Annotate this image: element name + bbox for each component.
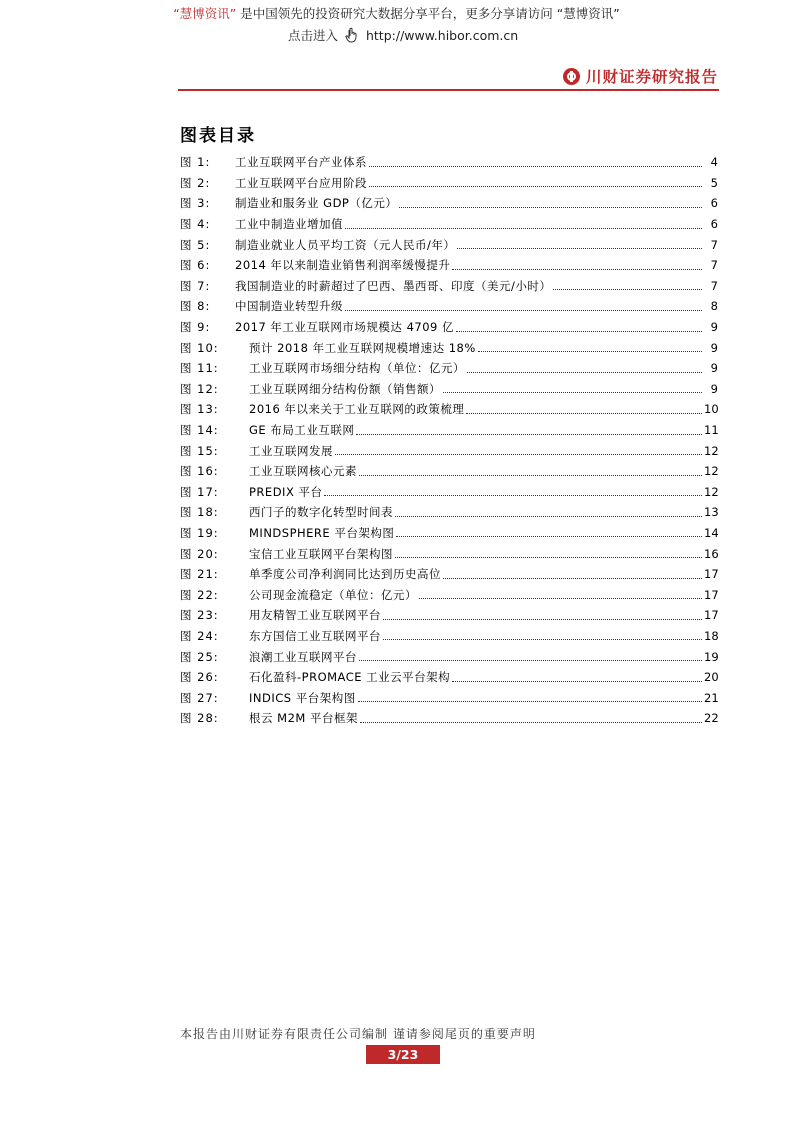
toc-item-page: 7 xyxy=(710,237,718,252)
toc-item[interactable] xyxy=(180,317,718,338)
toc-item[interactable] xyxy=(180,276,718,297)
toc-item[interactable] xyxy=(180,358,718,379)
toc-item-label: 图 13: xyxy=(180,402,219,417)
toc-item[interactable] xyxy=(180,399,718,420)
toc-item-page: 22 xyxy=(704,711,719,726)
toc-leader xyxy=(452,681,702,682)
top-banner xyxy=(0,4,793,22)
toc-item-title: 2014 年以来制造业销售利润率缓慢提升 xyxy=(235,258,451,273)
toc-leader xyxy=(345,228,702,229)
toc-item-page: 21 xyxy=(704,690,719,705)
toc-item-label: 图 20: xyxy=(180,546,219,561)
figure-table-of-contents xyxy=(180,152,718,729)
toc-leader xyxy=(356,434,702,435)
toc-item[interactable] xyxy=(180,646,718,667)
toc-item[interactable] xyxy=(180,605,718,626)
banner-enter-text: 点击进入 xyxy=(288,28,339,43)
toc-leader xyxy=(360,722,702,723)
toc-leader xyxy=(457,248,702,249)
toc-item[interactable] xyxy=(180,626,718,647)
toc-leader xyxy=(335,454,702,455)
toc-item-title: 西门子的数字化转型时间表 xyxy=(249,505,393,520)
toc-item[interactable] xyxy=(180,482,718,503)
toc-item[interactable] xyxy=(180,214,718,235)
toc-item-page: 6 xyxy=(710,196,718,211)
toc-item-title: 公司现金流稳定（单位：亿元） xyxy=(249,587,417,602)
toc-item-title: 东方国信工业互联网平台 xyxy=(249,628,381,643)
page-number-badge: 3/23 xyxy=(366,1045,440,1064)
toc-item-label: 图 27: xyxy=(180,690,219,705)
toc-leader xyxy=(324,495,702,496)
banner-link-line xyxy=(288,26,518,46)
toc-item[interactable] xyxy=(180,502,718,523)
toc-leader xyxy=(359,660,702,661)
toc-item[interactable] xyxy=(180,461,718,482)
toc-item-label: 图 22: xyxy=(180,587,219,602)
toc-item-title: 工业互联网发展 xyxy=(249,443,333,458)
header-divider xyxy=(178,89,719,91)
toc-item[interactable] xyxy=(180,255,718,276)
toc-item-title: 工业中制造业增加值 xyxy=(235,217,343,232)
toc-item[interactable] xyxy=(180,193,718,214)
toc-item-page: 19 xyxy=(704,649,719,664)
pointer-hand-icon xyxy=(344,27,360,46)
toc-item-page: 14 xyxy=(704,525,719,540)
toc-item-title: 预计 2018 年工业互联网规模增速达 18% xyxy=(249,340,476,355)
toc-item[interactable] xyxy=(180,296,718,317)
toc-item-title: 单季度公司净利润同比达到历史高位 xyxy=(249,567,441,582)
toc-item-label: 图 15: xyxy=(180,443,219,458)
toc-item[interactable] xyxy=(180,543,718,564)
toc-leader xyxy=(478,351,702,352)
toc-item[interactable] xyxy=(180,420,718,441)
footer-statement: 本报告由川财证券有限责任公司编制 谨请参阅尾页的重要声明 xyxy=(180,1027,536,1041)
toc-item[interactable] xyxy=(180,173,718,194)
toc-leader xyxy=(452,269,702,270)
toc-item[interactable] xyxy=(180,564,718,585)
toc-item[interactable] xyxy=(180,337,718,358)
toc-leader xyxy=(345,310,702,311)
toc-item-page: 13 xyxy=(704,505,719,520)
toc-leader xyxy=(553,289,702,290)
toc-item-title: 工业互联网市场细分结构（单位：亿元） xyxy=(249,361,465,376)
toc-item-label: 图 23: xyxy=(180,608,219,623)
toc-item-label: 图 11: xyxy=(180,361,219,376)
toc-leader xyxy=(369,186,702,187)
toc-leader xyxy=(466,413,702,414)
toc-item-page: 7 xyxy=(710,258,718,273)
banner-text: 是中国领先的投资研究大数据分享平台，更多分享请访问 xyxy=(240,6,553,21)
toc-item-page: 11 xyxy=(704,423,719,438)
toc-item-page: 6 xyxy=(710,217,718,232)
toc-item[interactable] xyxy=(180,584,718,605)
toc-item-title: GE 布局工业互联网 xyxy=(249,423,355,438)
toc-item-page: 9 xyxy=(710,340,718,355)
toc-item-label: 图 10: xyxy=(180,340,219,355)
toc-leader xyxy=(383,619,702,620)
toc-leader xyxy=(467,372,702,373)
toc-item-page: 17 xyxy=(704,608,719,623)
toc-item-page: 16 xyxy=(704,546,719,561)
toc-item-title: INDICS 平台架构图 xyxy=(249,690,356,705)
toc-item-label: 图 9: xyxy=(180,320,211,335)
toc-item-title: 工业互联网平台应用阶段 xyxy=(235,175,367,190)
toc-item-label: 图 17: xyxy=(180,484,219,499)
toc-item-page: 20 xyxy=(704,670,719,685)
brand-title: 川财证券研究报告 xyxy=(585,67,718,86)
toc-item-label: 图 4: xyxy=(180,217,211,232)
toc-item-title: 制造业和服务业 GDP（亿元） xyxy=(235,196,398,211)
banner-brand-quote-1: “慧博资讯” xyxy=(173,6,237,21)
toc-item-page: 4 xyxy=(710,155,718,170)
toc-item-title: 宝信工业互联网平台架构图 xyxy=(249,546,393,561)
toc-item-page: 10 xyxy=(704,402,719,417)
toc-item-label: 图 5: xyxy=(180,237,211,252)
toc-item-title: 石化盈科-PROMACE 工业云平台架构 xyxy=(249,670,451,685)
toc-leader xyxy=(443,578,702,579)
toc-item-label: 图 1: xyxy=(180,155,211,170)
toc-item-label: 图 24: xyxy=(180,628,219,643)
toc-item[interactable] xyxy=(180,523,718,544)
toc-item-title: 工业互联网细分结构份额（销售额） xyxy=(249,381,441,396)
toc-item-label: 图 18: xyxy=(180,505,219,520)
toc-leader xyxy=(399,207,702,208)
brand-logo-icon xyxy=(563,68,580,85)
toc-item-title: 2016 年以来关于工业互联网的政策梳理 xyxy=(249,402,465,417)
toc-item-label: 图 16: xyxy=(180,464,219,479)
toc-item[interactable] xyxy=(180,379,718,400)
toc-item-label: 图 3: xyxy=(180,196,211,211)
toc-item-page: 12 xyxy=(704,443,719,458)
toc-item-title: 2017 年工业互联网市场规模达 4709 亿 xyxy=(235,320,454,335)
toc-item-title: 中国制造业转型升级 xyxy=(235,299,343,314)
toc-item-title: 我国制造业的时薪超过了巴西、墨西哥、印度（美元/小时） xyxy=(235,278,552,293)
toc-leader xyxy=(395,516,702,517)
toc-item-title: 工业互联网平台产业体系 xyxy=(235,155,367,170)
toc-item-title: 制造业就业人员平均工资（元人民币/年） xyxy=(235,237,456,252)
toc-item-page: 12 xyxy=(704,464,719,479)
toc-leader xyxy=(383,639,702,640)
toc-item-label: 图 28: xyxy=(180,711,219,726)
toc-item-title: 用友精智工业互联网平台 xyxy=(249,608,381,623)
toc-item-page: 17 xyxy=(704,587,719,602)
toc-item[interactable] xyxy=(180,440,718,461)
toc-item-title: PREDIX 平台 xyxy=(249,484,323,499)
toc-item-page: 7 xyxy=(710,278,718,293)
toc-item[interactable] xyxy=(180,687,718,708)
toc-item-page: 12 xyxy=(704,484,719,499)
toc-title: 图表目录 xyxy=(180,126,256,146)
toc-item-label: 图 21: xyxy=(180,567,219,582)
toc-item-title: 根云 M2M 平台框架 xyxy=(249,711,358,726)
toc-item-label: 图 2: xyxy=(180,175,211,190)
toc-item-page: 9 xyxy=(710,361,718,376)
toc-item-label: 图 14: xyxy=(180,423,219,438)
banner-url-link[interactable]: http://www.hibor.com.cn xyxy=(365,28,519,43)
toc-item-label: 图 6: xyxy=(180,258,211,273)
toc-item-page: 17 xyxy=(704,567,719,582)
toc-item-label: 图 25: xyxy=(180,649,219,664)
toc-leader xyxy=(456,331,702,332)
toc-leader xyxy=(395,557,702,558)
toc-item-label: 图 26: xyxy=(180,670,219,685)
toc-item-title: 工业互联网核心元素 xyxy=(249,464,357,479)
toc-item-label: 图 12: xyxy=(180,381,219,396)
toc-item-title: MINDSPHERE 平台架构图 xyxy=(249,525,395,540)
toc-item-page: 18 xyxy=(704,628,719,643)
banner-brand-quote-2: “慧博资讯” xyxy=(556,6,620,21)
toc-item[interactable] xyxy=(180,234,718,255)
toc-leader xyxy=(369,166,702,167)
toc-leader xyxy=(358,701,702,702)
toc-item-label: 图 8: xyxy=(180,299,211,314)
toc-leader xyxy=(396,536,702,537)
toc-leader xyxy=(419,598,702,599)
toc-item-label: 图 7: xyxy=(180,278,211,293)
toc-item[interactable] xyxy=(180,708,718,729)
toc-item-title: 浪潮工业互联网平台 xyxy=(249,649,357,664)
toc-leader xyxy=(359,475,702,476)
toc-item[interactable] xyxy=(180,667,718,688)
toc-item[interactable] xyxy=(180,152,718,173)
toc-item-page: 9 xyxy=(710,320,718,335)
header-brand xyxy=(563,64,718,88)
toc-leader xyxy=(443,392,702,393)
toc-item-label: 图 19: xyxy=(180,525,219,540)
toc-item-page: 8 xyxy=(710,299,718,314)
toc-item-page: 9 xyxy=(710,381,718,396)
toc-item-page: 5 xyxy=(710,175,718,190)
